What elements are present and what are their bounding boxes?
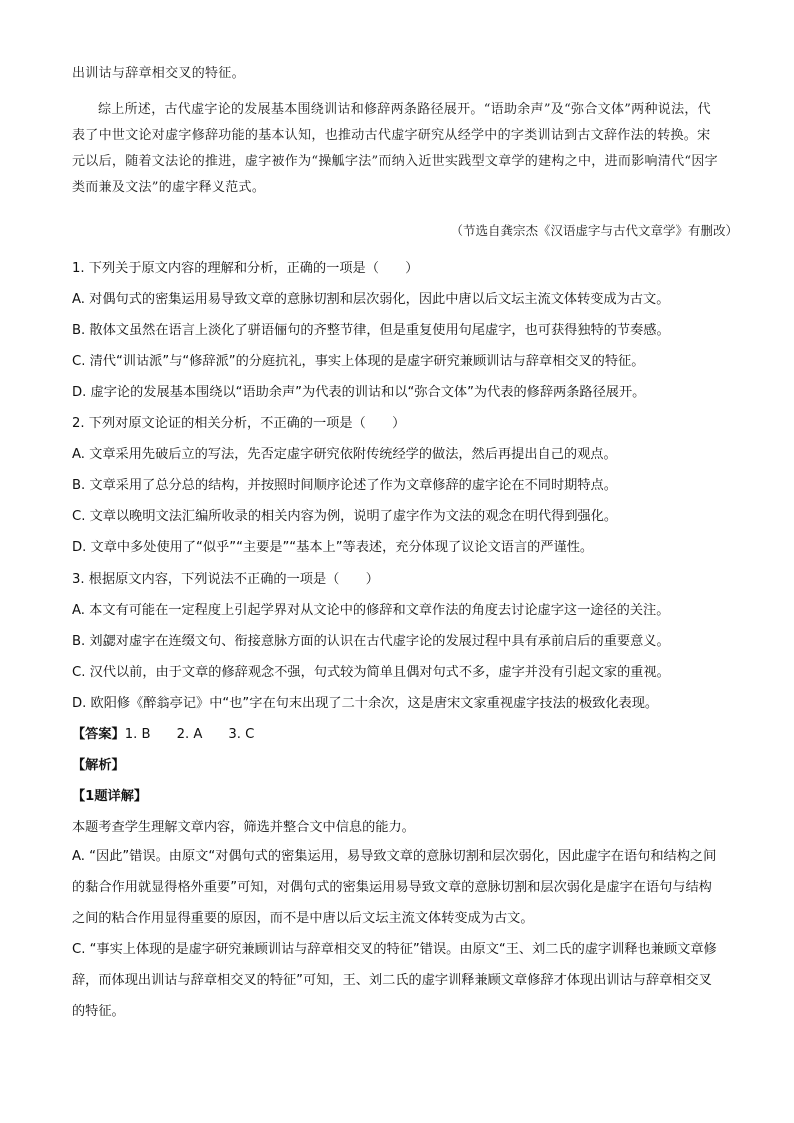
option-d: D. 虚字论的发展基本围绕以“语助余声”为代表的训诂和以“弥合文体”为代表的修辞两条路径展开。 bbox=[72, 385, 646, 400]
option-a: A. 本文有可能在一定程度上引起学界对从文论中的修辞和文章作法的角度去讨论虚字这一途径的关注。 bbox=[72, 603, 670, 618]
option-c: C. 清代“训诂派”与“修辞派”的分庭抗礼，事实上体现的是虚字研究兼顾训诂与辞章相交叉的特征。 bbox=[72, 354, 645, 369]
option-d: D. 欧阳修《醉翁亭记》中“也”字在句末出现了二十余次，这是唐宋文家重视虚字技法的极致化表现。 bbox=[72, 696, 659, 711]
option-b: B. 刘勰对虚字在连缀文句、衔接意脉方面的认识在古代虚字论的发展过程中具有承前启后的重要意义。 bbox=[72, 634, 670, 649]
option-b: B. 散体文虽然在语言上淡化了骈语俪句的齐整节律，但是重复使用句尾虚字，也可获得独特的节奏感。 bbox=[72, 323, 670, 338]
answer-line bbox=[72, 723, 254, 742]
analysis-intro: 本题考查学生理解文章内容，筛选并整合文中信息的能力。 bbox=[72, 820, 415, 835]
question-stem: 1. 下列关于原文内容的理解和分析，正确的一项是（ ） bbox=[72, 261, 419, 276]
analysis-option-a: A. “因此”错误。由原文“对偶句式的密集运用，易导致文章的意脉切割和层次弱化，因此虚字在语句和结构之间的黏合作用就显得格外重要”可知，对偶句式的密集运用易导致文章的意脉切割和层次弱化是虚字在语句与结构之间的粘合作用显得重要的原因，而不是中唐以后文坛主流文体转变成为古文。 bbox=[72, 849, 717, 926]
option-c: C. 文章以晚明文法汇编所收录的相关内容为例，说明了虚字作为文法的观念在明代得到强化。 bbox=[72, 509, 618, 524]
answer-label: 【答案】 bbox=[72, 727, 125, 742]
answer-item: 2. A bbox=[176, 727, 203, 742]
question-stem: 2. 下列对原文论证的相关分析，不正确的一项是（ ） bbox=[72, 416, 406, 431]
question-detail-label: 【1题详解】 bbox=[72, 789, 148, 804]
question-stem: 3. 根据原文内容，下列说法不正确的一项是（ ） bbox=[72, 572, 379, 587]
answer-item: 3. C bbox=[228, 727, 255, 742]
passage-paragraph: 综上所述，古代虚字论的发展基本围绕训诂和修辞两条路径展开。“语助余声”及“弥合文体”两种说法，代表了中世文论对虚字修辞功能的基本认知，也推动古代虚字研究从经学中的字类训诂到古文辞作法的转换。宋元以后，随着文法论的推进，虚字被作为“操觚字法”而纳入近世实践型文章学的建构之中，进而影响清代“因字类而兼及文法”的虚字释义范式。 bbox=[72, 102, 718, 195]
option-a: A. 对偶句式的密集运用易导致文章的意脉切割和层次弱化，因此中唐以后文坛主流文体转变成为古文。 bbox=[72, 292, 670, 307]
option-d: D. 文章中多处使用了“似乎”“主要是”“基本上”等表述，充分体现了议论文语言的严谨性。 bbox=[72, 540, 594, 555]
source-citation: （节选自龚宗杰《汉语虚字与古代文章学》有删改） bbox=[450, 223, 738, 238]
analysis-label: 【解析】 bbox=[72, 758, 125, 773]
option-c: C. 汉代以前，由于文章的修辞观念不强，句式较为简单且偶对句式不多，虚字并没有引起文家的重视。 bbox=[72, 665, 670, 680]
option-a: A. 文章采用先破后立的写法，先否定虚字研究依附传统经学的做法，然后再提出自己的观点。 bbox=[72, 447, 617, 462]
analysis-option-c: C. “事实上体现的是虚字研究兼顾训诂与辞章相交叉的特征”错误。由原文“王、刘二氏的虚字训释也兼顾文章修辞，而体现出训诂与辞章相交叉的特征”可知，王、刘二氏的虚字训释兼顾文章修辞才体现出训诂与辞章相交叉的特征。 bbox=[72, 942, 717, 1019]
answer-item: 1. B bbox=[124, 727, 151, 742]
passage-paragraph-tail: 出训诂与辞章相交叉的特征。 bbox=[72, 66, 245, 81]
option-b: B. 文章采用了总分总的结构，并按照时间顺序论述了作为文章修辞的虚字论在不同时期特点。 bbox=[72, 478, 617, 493]
